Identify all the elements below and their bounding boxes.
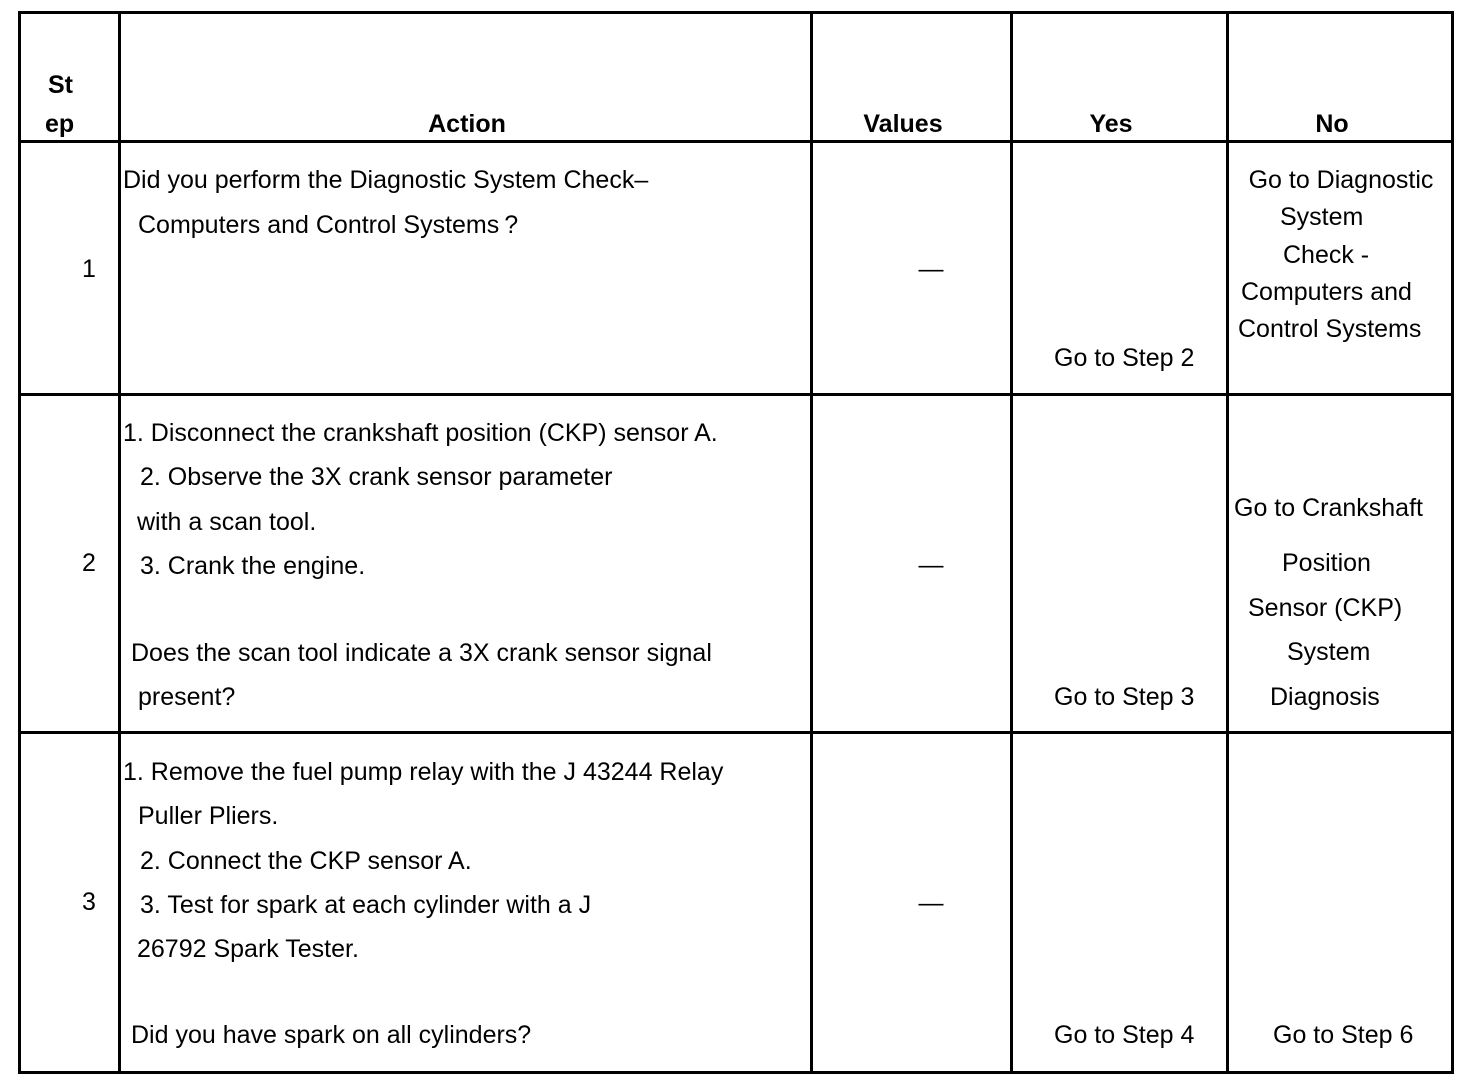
no-link-line[interactable]: Computers and [1241,278,1412,306]
table-border-top [18,11,1454,14]
no-link-line[interactable]: System [1287,638,1371,666]
no-link-line[interactable]: System [1280,203,1364,231]
no-link-line[interactable]: Check - [1283,241,1370,269]
no-link-line[interactable]: Control Systems [1238,315,1422,343]
yes-link[interactable]: Go to Step 2 [1054,344,1195,372]
value-dash: — [918,255,944,283]
no-link-line[interactable]: Position [1282,549,1371,577]
no-link[interactable]: Go to Step 6 [1273,1021,1414,1049]
step-number: 3 [82,888,96,916]
step-number: 2 [82,549,96,577]
action-text: Does the scan tool indicate a 3X crank sensor signal [131,639,712,667]
header-no: No [1315,110,1349,138]
table-border-bottom [18,1071,1454,1074]
yes-link[interactable]: Go to Step 4 [1054,1021,1195,1049]
header-step-line2: ep [45,110,75,138]
table-border-left [18,11,21,1074]
value-dash: — [918,889,944,917]
action-text: Did you perform the Diagnostic System Check– [123,166,649,194]
no-link-line[interactable]: Go to Crankshaft [1234,494,1423,522]
action-text: 1. Remove the fuel pump relay with the J 43244 Relay [123,758,724,786]
no-link-line[interactable]: Diagnosis [1270,683,1380,711]
action-text: with a scan tool. [137,508,317,536]
action-text: 2. Connect the CKP sensor A. [140,847,472,875]
step-number: 1 [82,255,96,283]
header-values: Values [863,110,943,138]
action-text: 26792 Spark Tester. [137,935,359,963]
action-text: 1. Disconnect the crankshaft position (CKP) sensor A. [123,419,718,447]
action-text: Did you have spark on all cylinders? [131,1021,532,1049]
no-link-line[interactable]: Sensor (CKP) [1248,594,1403,622]
action-text: Computers and Control Systems ? [138,211,519,239]
header-action: Action [428,110,506,138]
header-yes: Yes [1089,110,1133,138]
value-dash: — [918,551,944,579]
row-divider [18,393,1454,396]
action-text: Puller Pliers. [138,802,279,830]
action-text: 2. Observe the 3X crank sensor parameter [140,463,613,491]
row-divider [18,731,1454,734]
yes-link[interactable]: Go to Step 3 [1054,683,1195,711]
header-step-line1: St [48,71,73,99]
no-link-line[interactable]: Go to Diagnostic [1248,166,1434,194]
action-text: 3. Test for spark at each cylinder with a J [140,891,592,919]
action-text: 3. Crank the engine. [140,552,366,580]
column-divider [118,11,121,1074]
header-divider [18,140,1454,143]
action-text: present? [138,683,236,711]
